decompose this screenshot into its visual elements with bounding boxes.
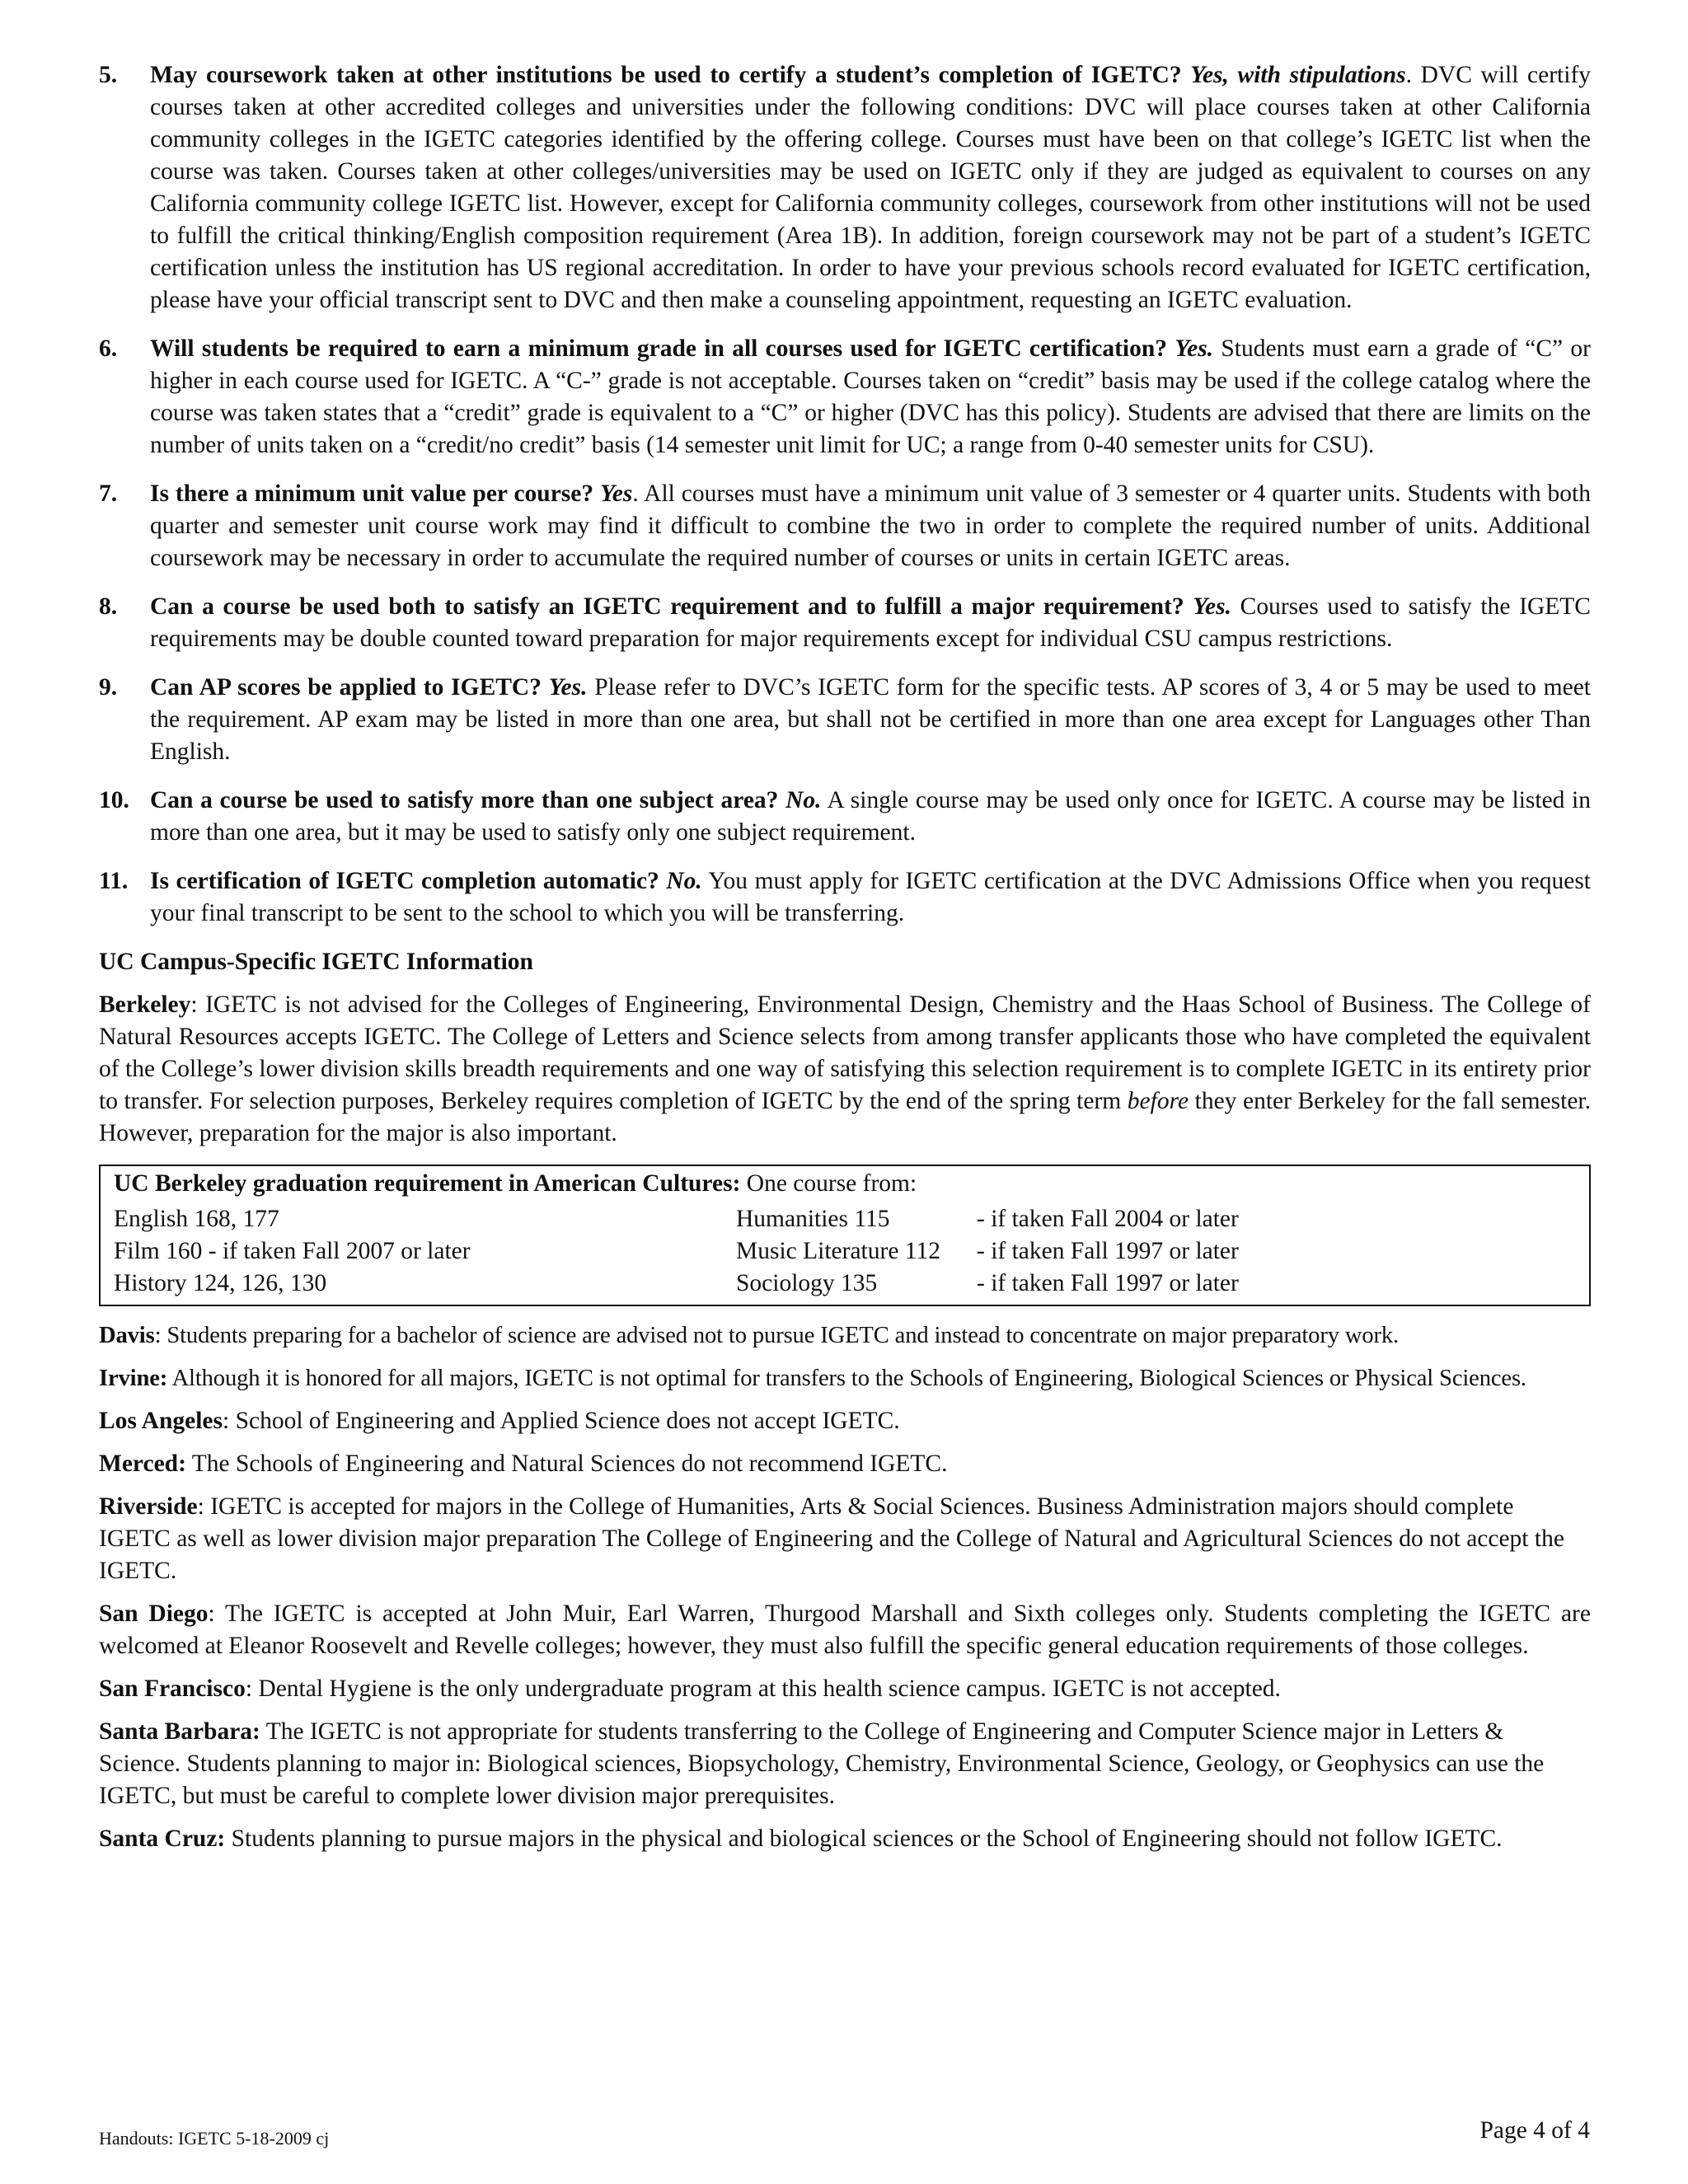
answer: Yes, with stipulations [1190,62,1406,88]
campus-san-francisco [99,1673,1591,1705]
campus-los-angeles [99,1405,1591,1437]
campus-davis [99,1319,1591,1352]
faq-item-5 [99,59,1591,316]
faq-list [99,59,1591,930]
campus-label: Riverside [99,1493,198,1520]
faq-item-10 [99,785,1591,849]
question: Can AP scores be applied to IGETC? [150,674,542,701]
answer-text: Courses used to satisfy the IGETC requirements may be double counted toward preparation for major requirements except for individual CSU campus restrictions. [150,593,1591,652]
campus-text: IGETC is accepted for majors in the College of Humanities, Arts & Social Sciences. Business Administration majors should complete IGETC as well as lower division major preparation The College of Engineering and the College of Natural and Agricultural Sciences do not accept the IGETC. [99,1493,1564,1584]
box-subtitle: One course from: [746,1170,917,1197]
campus-text: Although it is honored for all majors, IGETC is not optimal for transfers to the Schools of Engineering, Biological Sciences or Physical Sciences. [171,1366,1526,1391]
faq-item-6 [99,333,1591,462]
course-right-3 [736,1268,1576,1300]
answer-text: Students must earn a grade of “C” or higher in each course used for IGETC. A “C-” grade is not acceptable. Courses taken on “credit” basis may be used if the college catalog where the course was taken states that a “credit” grade is equivalent to a “C” or higher (DVC has this policy). Students are advised that there are limits on the number of units taken on a “credit/no credit” basis (14 semester unit limit for UC; a range from 0-40 semester units for CSU). [150,335,1592,458]
question: Is certification of IGETC completion automatic? [150,868,659,894]
american-cultures-box [99,1165,1591,1306]
answer-text: You must apply for IGETC certification at the DVC Admissions Office when you request your final transcript to be sent to the school to which you will be transferring. [150,868,1591,926]
campus-label: Santa Cruz: [99,1825,226,1852]
campus-text: they enter Berkeley for the fall semester. However, preparation for the major is also important. [99,1088,1591,1146]
campus-text: : IGETC is not advised for the Colleges of Engineering, Environmental Design, Chemistry and the Haas School of Business. The College of Natural Resources accepts IGETC. The College of Letters and Science selects from among transfer applicants those who have completed the equivalent of the College’s lower division skills breadth requirements and one way of satisfying this selection requirement is to complete IGETC in its entirety prior to transfer. For selection purposes, Berkeley requires completion of IGETC by the end of the spring term [99,991,1591,1114]
answer: No. [666,868,702,894]
item-number: 5. [99,62,118,88]
campus-text: Students planning to pursue majors in the physical and biological sciences or the School of Engineering should not follow IGETC. [231,1825,1503,1852]
item-number: 6. [99,335,118,362]
course-name: Music Literature 112 [736,1238,940,1264]
campus-santa-barbara [99,1716,1591,1812]
page-number: Page 4 of 4 [1479,2117,1590,2144]
course-name: Sociology 135 [736,1270,878,1296]
campus-text: Dental Hygiene is the only undergraduate program at this health science campus. IGETC is not accepted. [258,1675,1281,1702]
campus-sep: : [245,1675,253,1702]
answer-text: All courses must have a minimum unit value of 3 semester or 4 quarter units. Students with both quarter and semester unit course work may find it difficult to combine the two in order to complete the required number of units. Additional coursework may be necessary in order to accumulate the required number of courses or units in certain IGETC areas. [150,480,1591,571]
item-number: 9. [99,674,118,701]
answer: Yes [600,480,633,507]
course-right-2 [736,1235,1576,1268]
campus-text: The Schools of Engineering and Natural Sciences do not recommend IGETC. [191,1451,948,1477]
campus-irvine [99,1362,1591,1394]
campus-sep: : [222,1408,230,1434]
box-heading [114,1168,1576,1200]
item-number: 8. [99,593,118,620]
footer-handout-ref: Handouts: IGETC 5-18-2009 cj [99,2128,330,2149]
course-right-1 [736,1203,1576,1235]
campus-label: San Francisco [99,1675,246,1702]
campus-sep: : [197,1493,204,1520]
campus-sep: : [208,1601,215,1627]
faq-item-11 [99,865,1591,930]
question: Will students be required to earn a minimum grade in all courses used for IGETC certification? [150,335,1168,362]
campus-label: San Diego [99,1601,209,1627]
document-body [99,59,1591,1866]
section-heading: UC Campus-Specific IGETC Information [99,949,533,975]
campus-label: Davis [99,1323,155,1348]
answer-punct: . [1405,62,1412,88]
campus-text: Students preparing for a bachelor of science are advised not to pursue IGETC and instead to concentrate on major preparatory work. [166,1323,1400,1348]
question: Is there a minimum unit value per course? [150,480,594,507]
answer-text: Please refer to DVC’s IGETC form for the specific tests. AP scores of 3, 4 or 5 may be used to meet the requirement. AP exam may be listed in more than one area, but shall not be certified in more than one area except for Languages other Than English. [150,674,1592,765]
item-number: 10. [99,787,129,813]
campus-label: Los Angeles [99,1408,223,1434]
faq-item-9 [99,672,1591,768]
campus-text: The IGETC is accepted at John Muir, Earl Warren, Thurgood Marshall and Sixth colleges only. Students completing the IGETC are welcomed at Eleanor Roosevelt and Revelle colleges; however, they must also fulfill the specific general education requirements of those colleges. [99,1601,1591,1659]
course-grid [114,1203,1576,1300]
campus-label: Irvine: [99,1366,168,1391]
campus-sep: : [154,1323,162,1348]
course-name: Humanities 115 [736,1206,890,1232]
question: May coursework taken at other institutions be used to certify a student’s completion of IGETC? [150,62,1182,88]
emphasis: before [1127,1088,1189,1114]
answer-punct: . [632,480,639,507]
campus-text: School of Engineering and Applied Science does not accept IGETC. [235,1408,900,1434]
faq-item-7 [99,478,1591,574]
box-label: UC Berkeley graduation requirement in American Cultures: [114,1170,741,1197]
answer-text: DVC will certify courses taken at other accredited colleges and universities under the following conditions: DVC will place courses taken at other California community colleges in the IGETC categories identified by the offering college. Courses must have been on that college’s IGETC list when the course was taken. Courses taken at other colleges/universities may be used on IGETC only if they are judged as equivalent to courses on any California community college IGETC list. However, except for California community colleges, coursework from other institutions will not be used to fulfill the critical thinking/English composition requirement (Area 1B). In addition, foreign coursework may not be part of a student’s IGETC certification unless the institution has US regional accreditation. In order to have your previous schools record evaluated for IGETC certification, please have your official transcript sent to DVC and then make a counseling appointment, requesting an IGETC evaluation. [150,62,1592,313]
answer: No. [785,787,822,813]
item-number: 7. [99,480,118,507]
question: Can a course be used to satisfy more than one subject area? [150,787,779,813]
campus-san-diego [99,1598,1591,1662]
course-note: - if taken Fall 1997 or later [977,1270,1239,1296]
faq-item-8 [99,591,1591,655]
answer: Yes. [1175,335,1214,362]
course-left-1: English 168, 177 [114,1206,279,1232]
item-number: 11. [99,868,129,894]
question: Can a course be used both to satisfy an IGETC requirement and to fulfill a major requirement? [150,593,1184,620]
campus-label: Berkeley [99,991,191,1018]
course-note: - if taken Fall 2004 or later [977,1206,1239,1232]
campus-merced [99,1448,1591,1480]
answer: Yes. [1193,593,1231,620]
campus-riverside [99,1491,1591,1587]
campus-santa-cruz [99,1823,1591,1855]
answer: Yes. [548,674,588,701]
course-left-3: History 124, 126, 130 [114,1270,327,1296]
course-left-2: Film 160 - if taken Fall 2007 or later [114,1238,471,1264]
campus-berkeley [99,989,1591,1150]
course-note: - if taken Fall 1997 or later [977,1238,1239,1264]
campus-label: Merced: [99,1451,186,1477]
campus-text: The IGETC is not appropriate for students transferring to the College of Engineering and Computer Science major in Letters & Science. Students planning to major in: Biological sciences, Biopsychology, Chemistry, Environmental Science, Geology, or Geophysics can use the IGETC, but must be careful to complete lower division major prerequisites. [99,1718,1545,1809]
answer-text: A single course may be used only once for IGETC. A course may be listed in more than one area, but it may be used to satisfy only one subject requirement. [150,787,1592,846]
campus-label: Santa Barbara: [99,1718,260,1745]
